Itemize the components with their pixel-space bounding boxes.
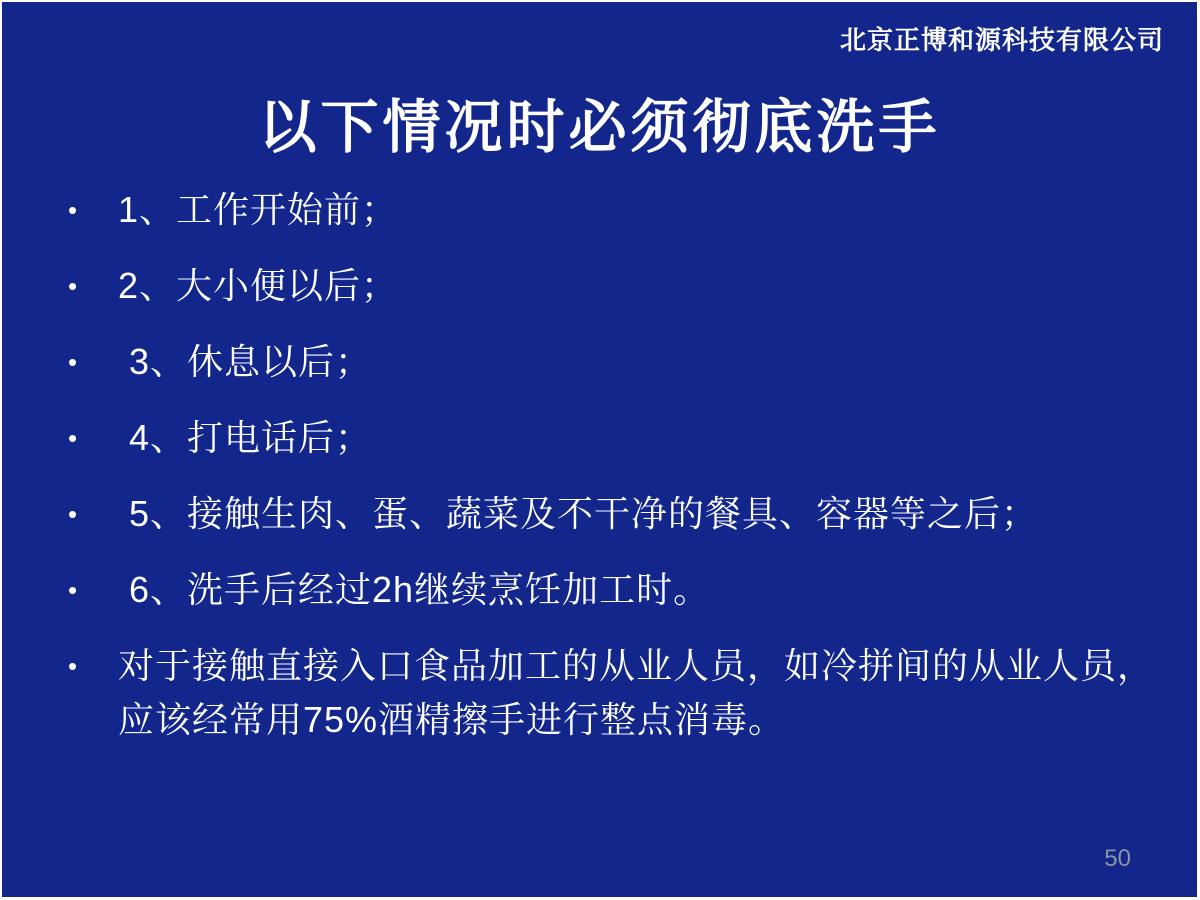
- page-number: 50: [1104, 845, 1131, 872]
- bullet-text: 对于接触直接入口食品加工的从业人员，如冷拼间的从业人员，应该经常用75%酒精擦手进行整点消毒。: [118, 645, 1155, 740]
- bullet-icon: •: [68, 499, 79, 529]
- bullet-text: 3、休息以后；: [118, 341, 373, 382]
- list-item: [2, 639, 1162, 747]
- bullet-list: [2, 183, 1162, 769]
- slide-title: 以下情况时必须彻底洗手: [258, 95, 941, 160]
- list-item: [2, 259, 1162, 313]
- bullet-text: 6、洗手后经过2h继续烹饪加工时。: [118, 569, 711, 610]
- list-item: [2, 487, 1162, 541]
- bullet-icon: •: [68, 195, 79, 225]
- list-item: [2, 183, 1162, 237]
- bullet-text: 2、大小便以后；: [118, 265, 399, 306]
- bullet-icon: •: [68, 347, 79, 377]
- list-item: [2, 563, 1162, 617]
- bullet-icon: •: [68, 575, 79, 605]
- bullet-text: 1、工作开始前；: [118, 189, 399, 230]
- bullet-icon: •: [68, 651, 79, 681]
- bullet-text: 4、打电话后；: [118, 417, 373, 458]
- list-item: [2, 335, 1162, 389]
- bullet-icon: •: [68, 423, 79, 453]
- list-item: [2, 411, 1162, 465]
- bullet-text: 5、接触生肉、蛋、蔬菜及不干净的餐具、容器等之后；: [118, 493, 1039, 534]
- company-name: 北京正博和源科技有限公司: [839, 25, 1164, 55]
- bullet-icon: •: [68, 271, 79, 301]
